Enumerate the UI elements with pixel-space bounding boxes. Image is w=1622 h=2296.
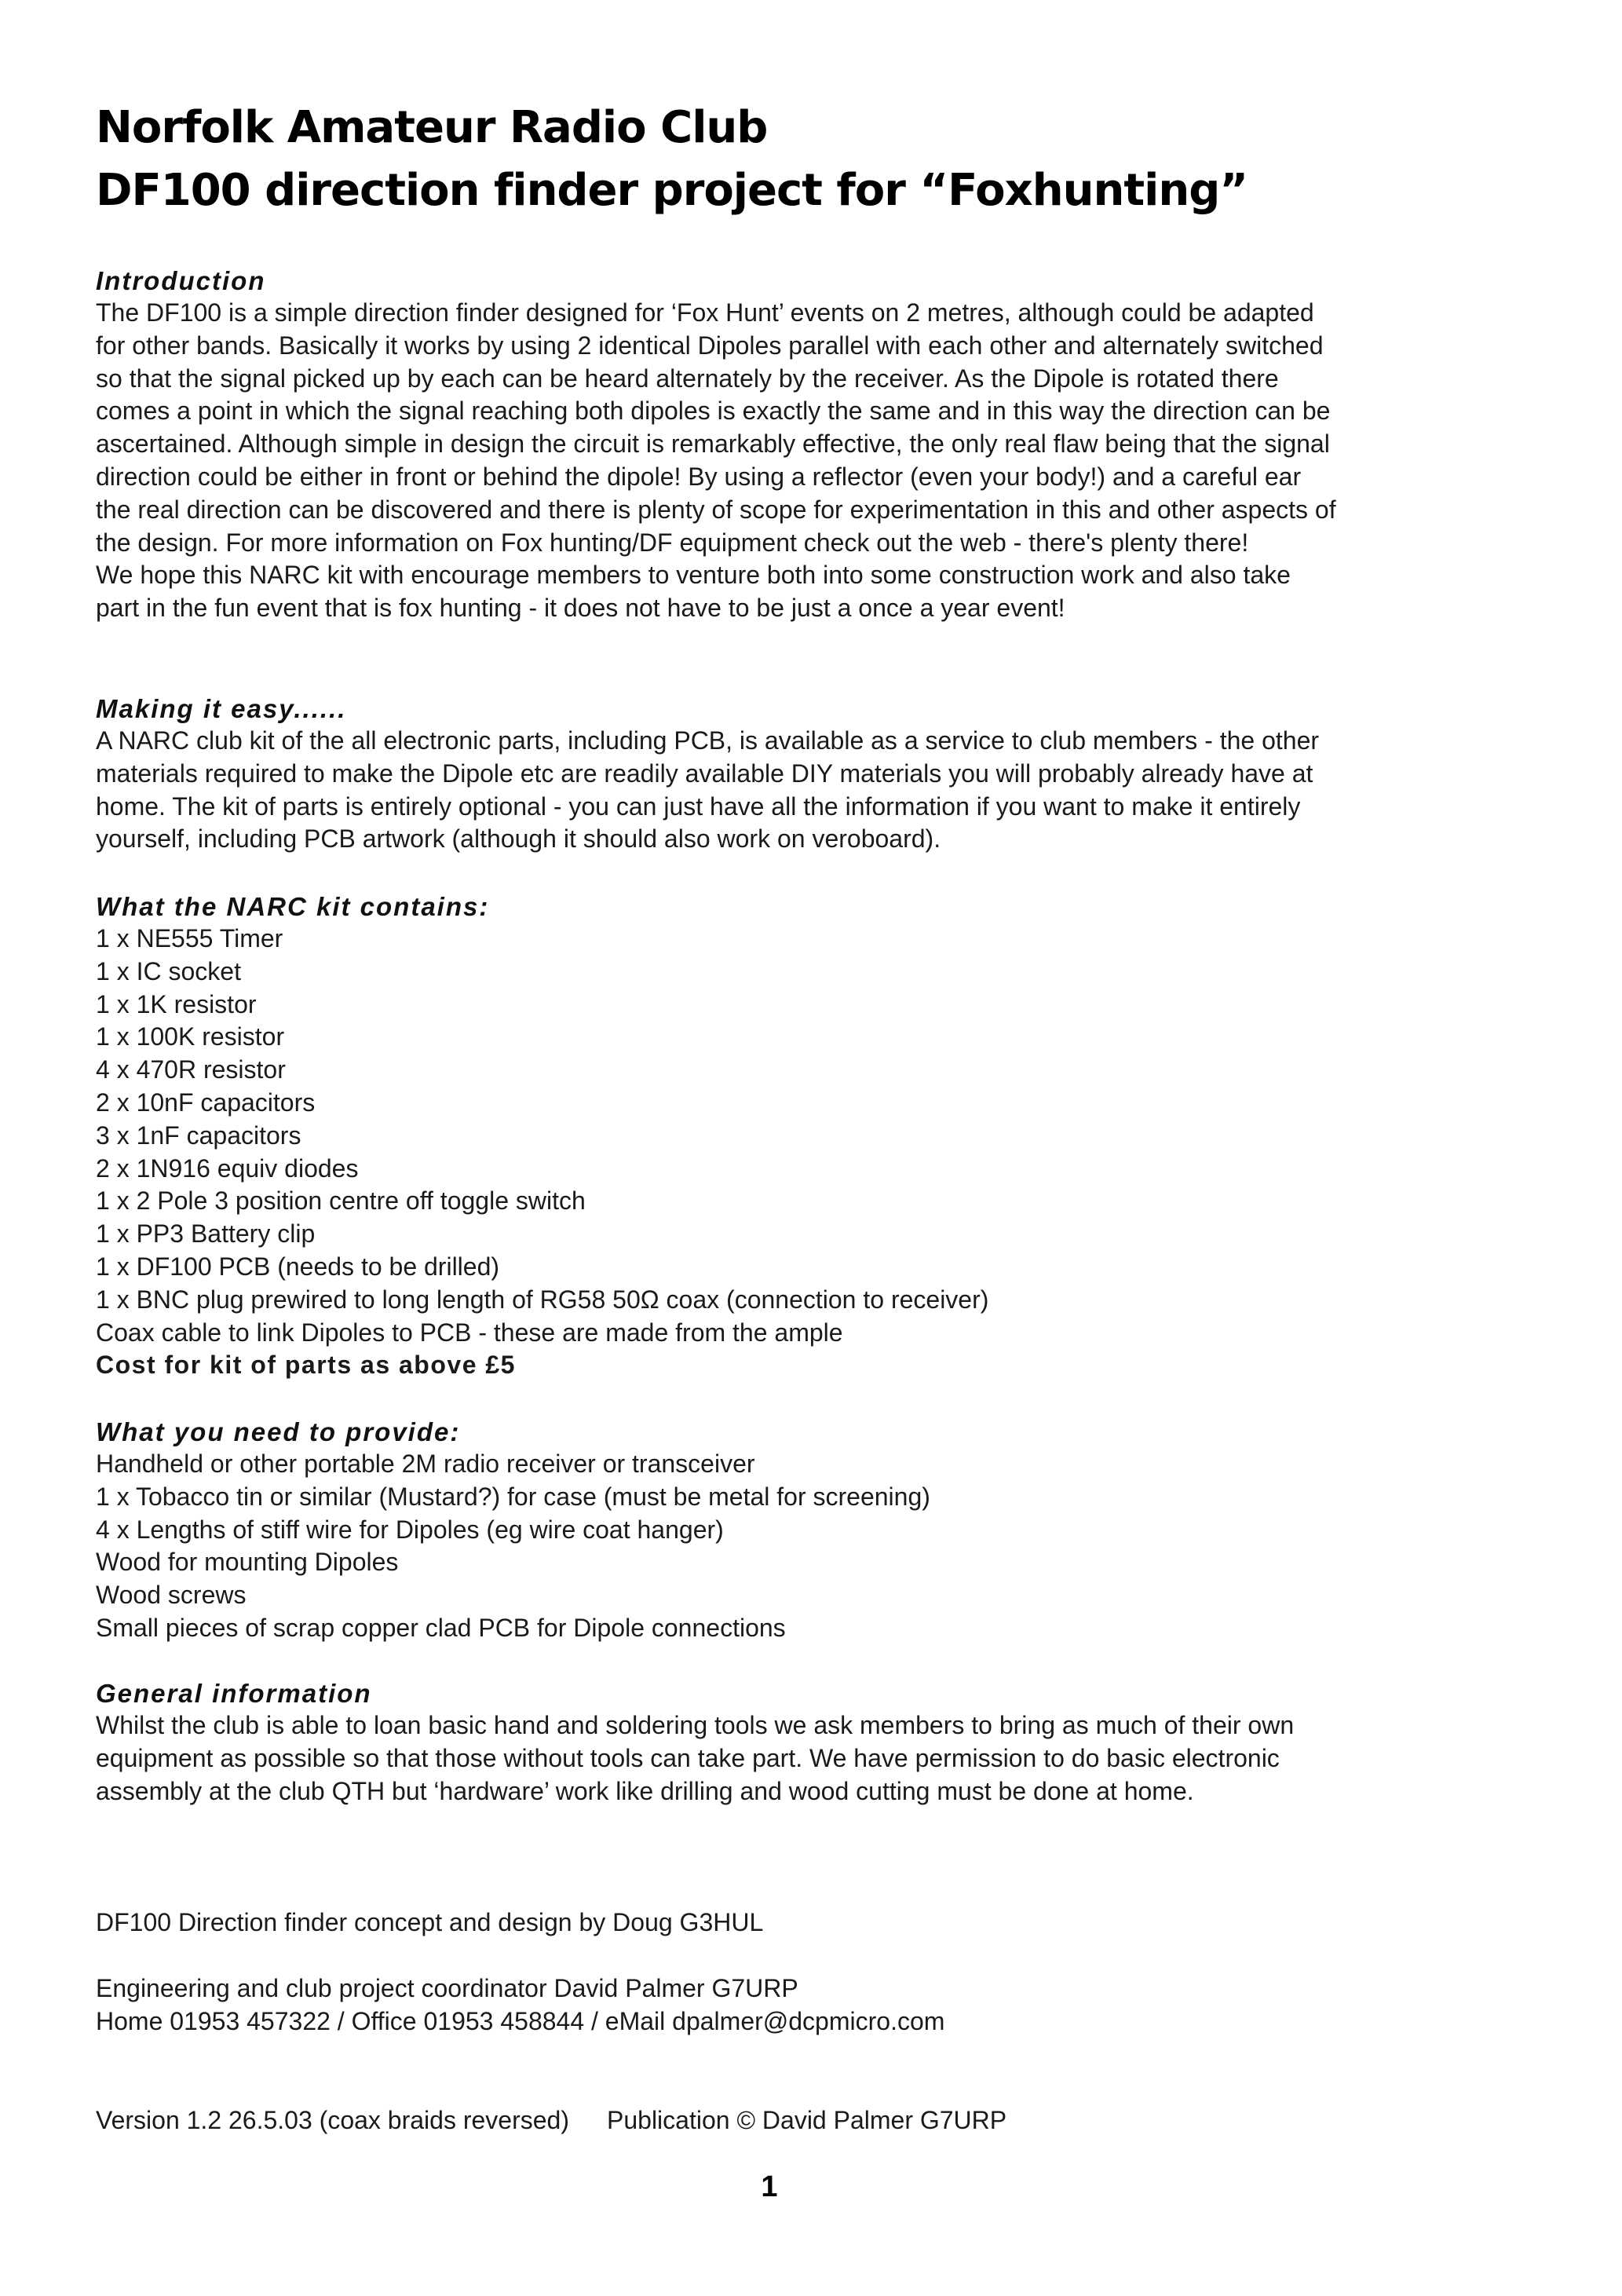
page-number: 1 (761, 2170, 778, 2203)
contact-details: Home 01953 457322 / Office 01953 458844 / eMail dpalmer@dcpmicro.com (96, 2006, 945, 2035)
provide-item: 4 x Lengths of stiff wire for Dipoles (eg wire coat hanger) (96, 1515, 724, 1544)
kit-item: 1 x 100K resistor (96, 1022, 285, 1051)
kit-item: 1 x NE555 Timer (96, 924, 283, 952)
introduction-paragraph-2: We hope this NARC kit with encourage members to venture both into some construction work and also take part in the fun event that is fox hunting - it does not have to be just a once a year event! (96, 561, 1291, 623)
kit-item: 1 x IC socket (96, 956, 241, 985)
kit-item: 1 x 1K resistor (96, 989, 257, 1018)
making-easy-paragraph: A NARC club kit of the all electronic parts, including PCB, is available as a service to club members - the other materials required to make the Dipole etc are readily available DIY materials you will probably already have at home. The kit of parts is entirely optional - you can just have all the information if you want to make it entirely yourself, including PCB artwork (although it should also work on veroboard). (96, 726, 1320, 854)
kit-item: 4 x 470R resistor (96, 1055, 286, 1084)
design-credit-text: DF100 Direction finder concept and design by Doug G3HUL (96, 1908, 764, 1936)
club-title: Norfolk Amateur Radio Club (96, 102, 768, 153)
introduction-paragraph-1: The DF100 is a simple direction finder designed for ‘Fox Hunt’ events on 2 metres, although could be adapted for other bands. Basically it works by using 2 identical Dipoles parallel with each other and alternately switched so that the signal picked up by each can be heard alternately by the receiver. As the Dipole is rotated there comes a point in which the signal reaching both dipoles is exactly the same and in this way the direction can be ascertained. Although simple in design the circuit is remarkably effective, the only real flaw being that the signal direction could be either in front or behind the dipole! By using a reflector (even your body!) and a careful ear the real direction can be discovered and there is plenty of scope for experimentation in this and other aspects of the design. For more information on Fox hunting/DF equipment check out the web - there's plenty there! (96, 298, 1336, 557)
provide-item: Wood for mounting Dipoles (96, 1548, 399, 1577)
design-credit (96, 1907, 1336, 1940)
provide-item: Handheld or other portable 2M radio receiver or transceiver (96, 1450, 755, 1478)
kit-item: 1 x PP3 Battery clip (96, 1219, 316, 1249)
provide-item: 1 x Tobacco tin or similar (Mustard?) for case (must be metal for screening) (96, 1482, 930, 1511)
version-info: Version 1.2 26.5.03 (coax braids reversed) (96, 2106, 569, 2134)
kit-item: 1 x BNC plug prewired to long length of RG58 50Ω coax (connection to receiver) (96, 1285, 989, 1314)
kit-item: 2 x 1N916 equiv diodes (96, 1153, 359, 1183)
provide-item: Small pieces of scrap copper clad PCB for Dipole connections (96, 1613, 786, 1642)
introduction-section (96, 265, 1336, 625)
introduction-heading: Introduction (96, 266, 266, 295)
general-information-paragraph: Whilst the club is able to loan basic hand and soldering tools we ask members to bring as much of their own equipment as possible so that those without tools can take part. We have permission to do basic electronic assembly at the club QTH but ‘hardware’ work like drilling and wood cutting must be done at home. (96, 1711, 1295, 1805)
kit-item: Coax cable to link Dipoles to PCB - these are made from the ample (96, 1318, 843, 1347)
general-information-heading: General information (96, 1679, 372, 1708)
making-easy-heading: Making it easy...... (96, 694, 347, 723)
kit-contents-list (96, 923, 1336, 1382)
kit-item: 1 x DF100 PCB (needs to be drilled) (96, 1252, 500, 1281)
project-title: DF100 direction finder project for “Foxhunting” (96, 165, 1248, 216)
provide-item: Wood screws (96, 1581, 247, 1610)
engineering-credit (96, 1972, 1336, 2038)
kit-item: 1 x 2 Pole 3 position centre off toggle switch (96, 1186, 586, 1216)
you-provide-section (96, 1417, 1336, 1645)
you-provide-heading: What you need to provide: (96, 1417, 461, 1446)
making-easy-section (96, 693, 1336, 856)
kit-item: 3 x 1nF capacitors (96, 1121, 301, 1150)
general-information-section (96, 1678, 1336, 1808)
kit-contents-section (96, 891, 1336, 1382)
kit-contents-heading: What the NARC kit contains: (96, 892, 490, 921)
kit-item: 2 x 10nF capacitors (96, 1088, 316, 1117)
publication-copyright: Publication © David Palmer G7URP (607, 2106, 1007, 2134)
kit-cost: Cost for kit of parts as above £5 (96, 1351, 516, 1380)
you-provide-list (96, 1448, 1336, 1645)
version-footer (96, 2104, 1336, 2137)
engineering-credit-text: Engineering and club project coordinator David Palmer G7URP (96, 1974, 798, 2002)
